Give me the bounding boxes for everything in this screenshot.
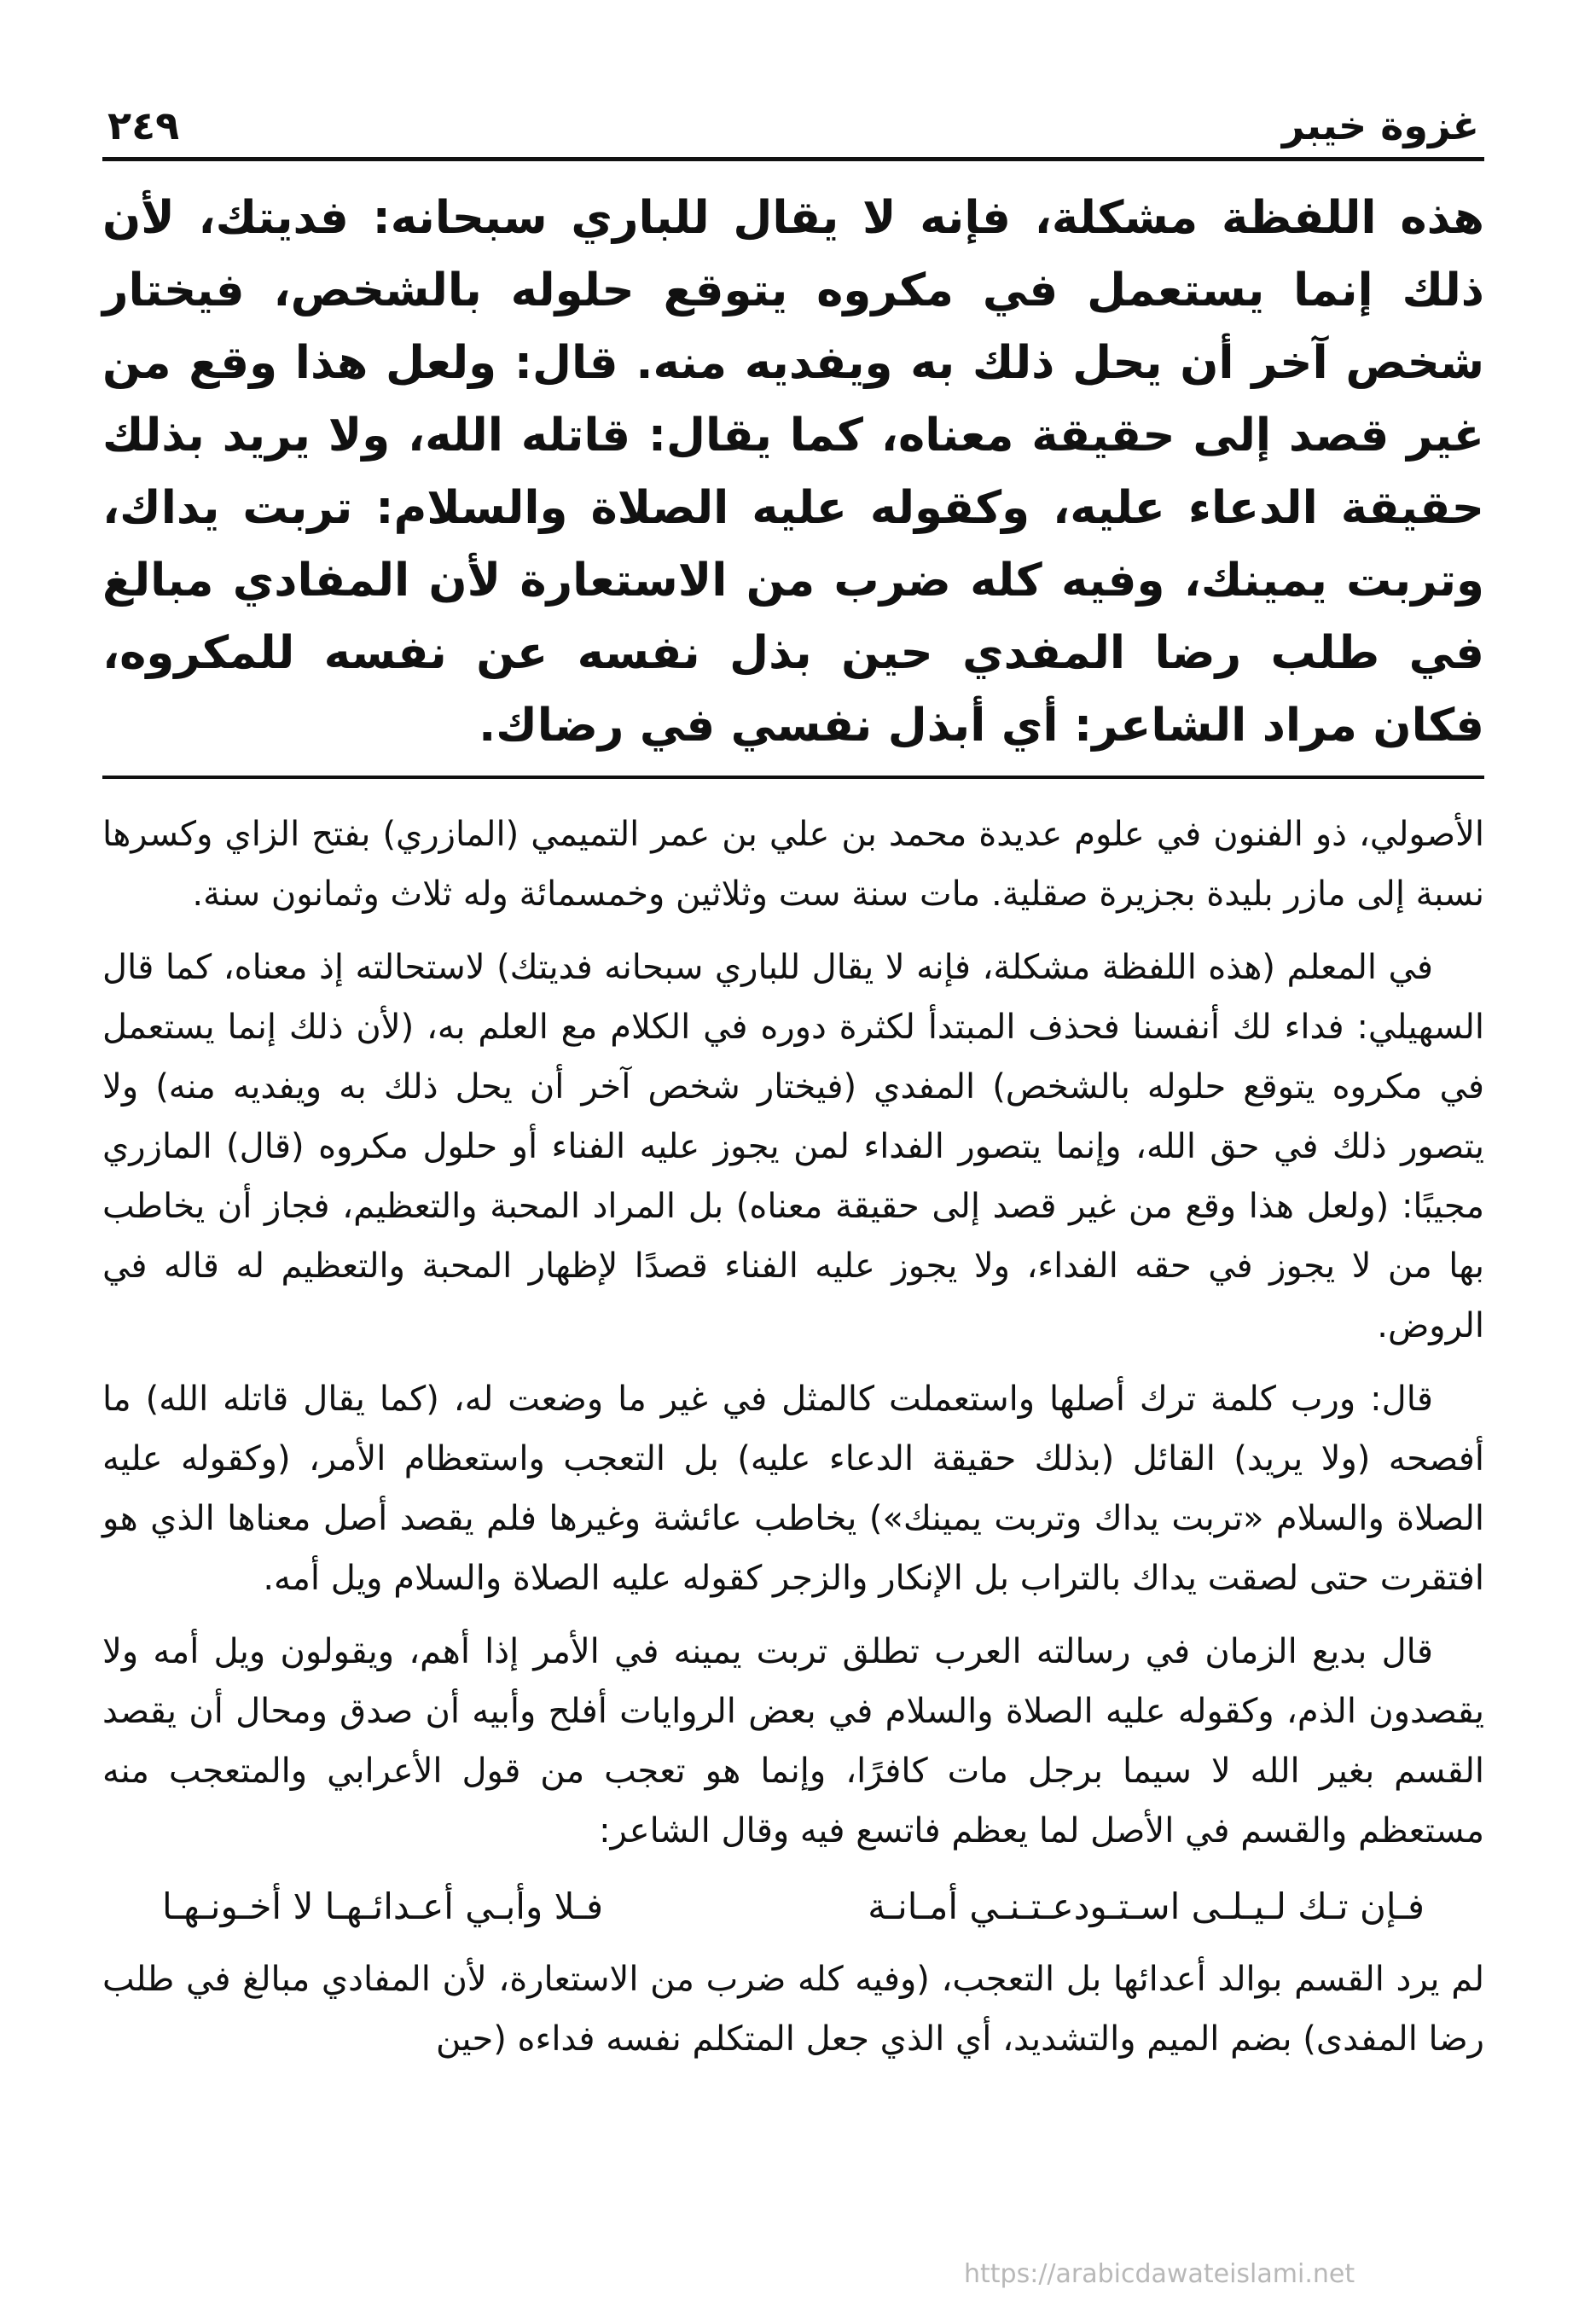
page-header [102, 77, 1484, 157]
commentary-paragraph: لم يرد القسم بوالد أعدائها بل التعجب، (وفيه كله ضرب من الاستعارة، لأن المفادي مبالغ في طلب رضا المفدى) بضم الميم والتشديد، أي الذي جعل المتكلم نفسه فداءه (حين [102, 1960, 1484, 2059]
main-paragraph: هذه اللفظة مشكلة، فإنه لا يقال للباري سبحانه: فديتك، لأن ذلك إنما يستعمل في مكروه يتوقع حلوله بالشخص، فيختار شخص آخر أن يحل ذلك به ويفديه منه. قال: ولعل هذا وقع من غير قصد إلى حقيقة معناه، كما يقال: قاتله الله، ولا يريد بذلك حقيقة الدعاء عليه، وكقوله عليه الصلاة والسلام: تربت يداك، وتربت يمينك، وفيه كله ضرب من الاستعارة لأن المفادي مبالغ في طلب رضا المفدي حين بذل نفسه عن نفسه للمكروه، فكان مراد الشاعر: أي أبذل نفسي في رضاك. [102, 192, 1484, 752]
commentary [102, 805, 1484, 2069]
header-rule [102, 157, 1484, 161]
verse-first-hemistich: فـإن تـك لـيـلـى اسـتـودعـتـنـي أمـانـة [868, 1885, 1425, 1927]
book-page [102, 77, 1484, 2261]
poetry-verse [102, 1874, 1484, 1939]
commentary-paragraph: قال بديع الزمان في رسالته العرب تطلق تربت يمينه في الأمر إذا أهم، ويقولون ويل أمه ولا يقصدون الذم، وكقوله عليه الصلاة والسلام في بعض الروايات أفلح وأبيه أن صدق ومحال أن يقصد القسم بغير الله لا سيما برجل مات كافرًا، وإنما هو تعجب من قول الأعرابي والمتعجب منه مستعظم والقسم في الأصل لما يعظم فاتسع فيه وقال الشاعر: [102, 1632, 1484, 1850]
website-watermark: https://arabicdawateislami.net [964, 2259, 1355, 2289]
footnote-divider [102, 776, 1484, 779]
page-number: ٢٤٩ [107, 102, 180, 148]
commentary-paragraph: الأصولي، ذو الفنون في علوم عديدة محمد بن علي بن عمر التميمي (المازري) بفتح الزاي وكسرها نسبة إلى مازر بليدة بجزيرة صقلية. مات سنة ست وثلاثين وخمسمائة وله ثلاث وثمانون سنة. [102, 815, 1484, 914]
running-title: غزوة خيبر [1281, 102, 1479, 148]
commentary-paragraph: في المعلم (هذه اللفظة مشكلة، فإنه لا يقال للباري سبحانه فديتك) لاستحالته إذ معناه، كما قال السهيلي: فداء لك أنفسنا فحذف المبتدأ لكثرة دوره في الكلام مع العلم به، (لأن ذلك إنما يستعمل في مكروه يتوقع حلوله بالشخص) المفدي (فيختار شخص آخر أن يحل ذلك به ويفديه منه) ولا يتصور ذلك في حق الله، وإنما يتصور الفداء لمن يجوز عليه الفناء أو حلول مكروه (قال) المازري مجيبًا: (ولعل هذا وقع من غير قصد إلى حقيقة معناه) بل المراد المحبة والتعظيم، فجاز أن يخاطب بها من لا يجوز في حقه الفداء، ولا يجوز عليه الفناء قصدًا لإظهار المحبة والتعظيم له قاله في الروض. [102, 948, 1484, 1345]
verse-second-hemistich: فـلا وأبـي أعـدائـهـا لا أخـونـهـا [162, 1885, 604, 1927]
commentary-paragraph: قال: ورب كلمة ترك أصلها واستعملت كالمثل في غير ما وضعت له، (كما يقال قاتله الله) ما أفصحه (ولا يريد) القائل (بذلك حقيقة الدعاء عليه) بل التعجب واستعظام الأمر، (وكقوله عليه الصلاة والسلام «تربت يداك وتربت يمينك») يخاطب عائشة وغيرها فلم يقصد أصل معناها الذي هو افتقرت حتى لصقت يداك بالتراب بل الإنكار والزجر كقوله عليه الصلاة والسلام ويل أمه. [102, 1380, 1484, 1598]
main-text [102, 182, 1484, 762]
